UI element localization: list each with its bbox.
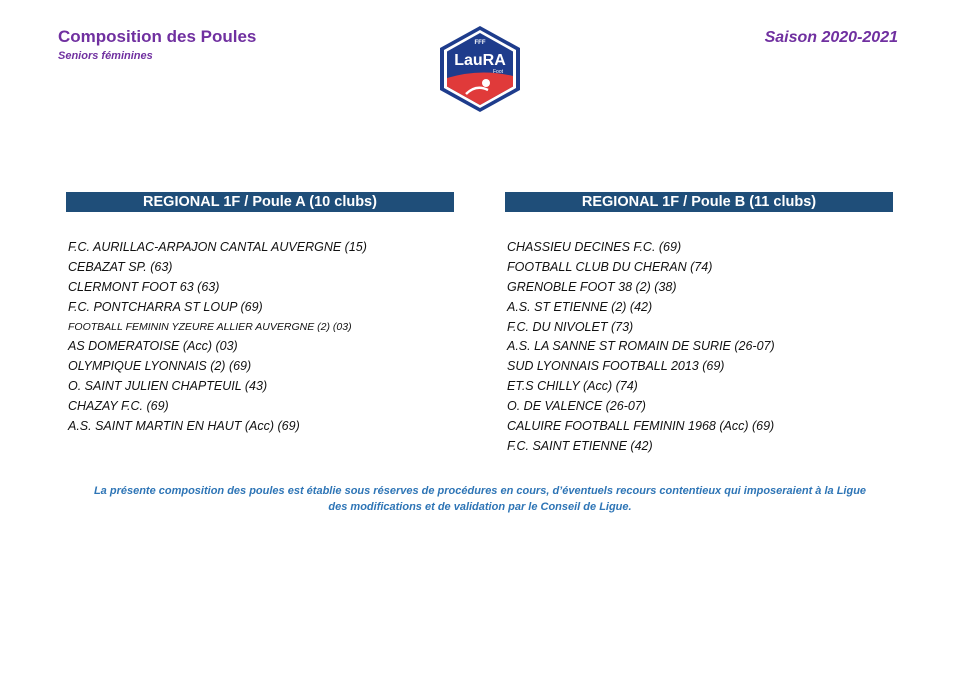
club-item: A.S. LA SANNE ST ROMAIN DE SURIE (26-07) — [507, 339, 775, 354]
club-item: GRENOBLE FOOT 38 (2) (38) — [507, 279, 677, 294]
season-label: Saison 2020-2021 — [764, 29, 898, 46]
club-item: ET.S CHILLY (Acc) (74) — [507, 379, 638, 394]
logo-fff-text: FFF — [474, 40, 486, 46]
club-item: CHASSIEU DECINES F.C. (69) — [507, 240, 682, 254]
club-item: O. SAINT JULIEN CHAPTEUIL (43) — [68, 379, 268, 394]
document-title: Composition des Poules — [58, 27, 257, 46]
poule-b-header: REGIONAL 1F / Poule B (11 clubs) — [505, 192, 893, 212]
disclaimer-note: La présente composition des poules est établie sous réserves de procédures en cours, d’éventuels recours contentieux qui imposeraient à la Ligue des modifications et de validation par le Conseil de Ligue. — [93, 485, 867, 513]
poule-a — [66, 192, 454, 437]
club-item: OLYMPIQUE LYONNAIS (2) (69) — [68, 359, 252, 374]
club-item: F.C. DU NIVOLET (73) — [507, 319, 634, 334]
club-item: CHAZAY F.C. (69) — [68, 399, 169, 414]
laura-foot-logo — [436, 24, 524, 114]
logo-name-text: LauRA — [454, 52, 506, 69]
club-item: F.C. AURILLAC-ARPAJON CANTAL AUVERGNE (15) — [68, 240, 367, 254]
club-item: F.C. PONTCHARRA ST LOUP (69) — [68, 299, 263, 314]
club-item: CEBAZAT SP. (63) — [68, 259, 173, 274]
document-subtitle: Seniors féminines — [58, 50, 153, 62]
club-item: FOOTBALL CLUB DU CHERAN (74) — [507, 259, 713, 274]
club-item: CLERMONT FOOT 63 (63) — [68, 279, 220, 294]
club-item: F.C. SAINT ETIENNE (42) — [507, 438, 653, 453]
club-item: A.S. SAINT MARTIN EN HAUT (Acc) (69) — [68, 419, 300, 434]
club-item: CALUIRE FOOTBALL FEMININ 1968 (Acc) (69) — [507, 419, 775, 434]
club-item: AS DOMERATOISE (Acc) (03) — [68, 339, 238, 354]
club-item: A.S. ST ETIENNE (2) (42) — [507, 299, 653, 314]
club-item: O. DE VALENCE (26-07) — [507, 399, 646, 414]
poule-a-club-list — [68, 238, 454, 437]
poule-b — [505, 192, 893, 457]
poule-a-header: REGIONAL 1F / Poule A (10 clubs) — [66, 192, 454, 212]
club-item: FOOTBALL FEMININ YZEURE ALLIER AUVERGNE (2) (03) — [68, 320, 352, 333]
club-item: SUD LYONNAIS FOOTBALL 2013 (69) — [507, 359, 725, 374]
logo-foot-text: Foot — [492, 69, 504, 75]
poule-b-club-list — [507, 238, 893, 457]
